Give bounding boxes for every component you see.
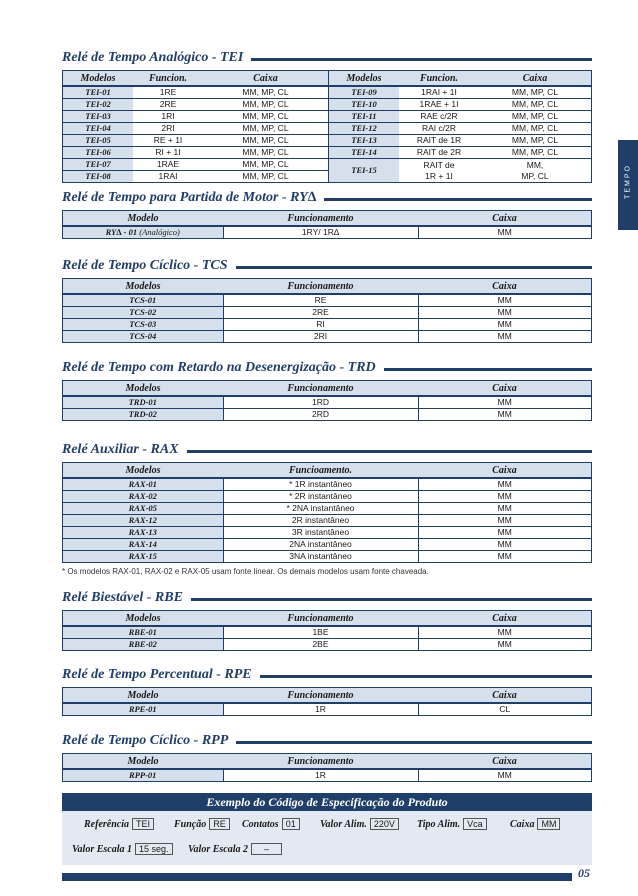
model-cell: RY∆ - 01 (Analógico) [63, 226, 224, 239]
col-header: Funcion. [399, 71, 479, 87]
model-cell: TEI-13 [329, 135, 400, 147]
func-cell: 2RE [133, 99, 203, 111]
func-cell: 1RI [133, 111, 203, 123]
ry-table [62, 210, 592, 239]
box-cell: MM [418, 769, 592, 782]
box-cell: MM, MP, CL [203, 111, 329, 123]
func-cell: 1R [223, 769, 418, 782]
model-cell: TEI-09 [329, 86, 400, 99]
model-cell: TEI-06 [63, 147, 134, 159]
model-cell: TEI-02 [63, 99, 134, 111]
tcs-table [62, 278, 592, 343]
func-cell: RI [223, 319, 418, 331]
table-row [63, 491, 592, 503]
func-cell: RE + 1I [133, 135, 203, 147]
col-header: Caixa [418, 279, 592, 295]
func-cell: 1RE [133, 86, 203, 99]
model-cell: TEI-04 [63, 123, 134, 135]
model-cell: RPE-01 [63, 703, 224, 716]
side-tab-label: TEMPO [624, 164, 632, 199]
rpp-table [62, 753, 592, 782]
table-row [63, 159, 592, 171]
rpe-table [62, 687, 592, 716]
model-cell: RAX-01 [63, 478, 224, 491]
spec-cont: Contatos 01 [242, 818, 300, 830]
section-title [62, 258, 592, 278]
table-row [63, 503, 592, 515]
rax-table [62, 462, 592, 563]
section-title-text: Relé Biestável - RBE [62, 590, 191, 606]
section-title [62, 667, 592, 687]
trd-table [62, 380, 592, 421]
func-cell: RAI c/2R [399, 123, 479, 135]
table-row [63, 123, 592, 135]
box-cell: MM [418, 491, 592, 503]
model-cell: RAX-12 [63, 515, 224, 527]
func-cell: 1RAE + 1I [399, 99, 479, 111]
footer-bar [62, 873, 572, 881]
section-tcs [62, 258, 592, 343]
section-rpe [62, 667, 592, 716]
col-header: Modelo [63, 754, 224, 770]
func-cell: * 2NA instantâneo [223, 503, 418, 515]
model-cell: RBE-02 [63, 639, 224, 651]
box-cell: MM [418, 515, 592, 527]
box-cell: MM, MP, CL [203, 135, 329, 147]
func-cell: RI + 1I [133, 147, 203, 159]
table-row [63, 478, 592, 491]
table-row [63, 86, 592, 99]
model-cell: RAX-02 [63, 491, 224, 503]
table-row [63, 147, 592, 159]
func-cell: 1RAE [133, 159, 203, 171]
table-row [63, 307, 592, 319]
col-header: Funcionamento [223, 688, 418, 704]
section-title [62, 733, 592, 753]
model-cell: TCS-03 [63, 319, 224, 331]
col-header: Modelo [63, 211, 224, 227]
section-title-text: Relé de Tempo Analógico - TEI [62, 50, 251, 66]
table-row [63, 626, 592, 639]
func-cell: 2BE [223, 639, 418, 651]
col-header: Caixa [418, 754, 592, 770]
box-cell: MM, MP, CL [203, 159, 329, 171]
func-cell: 1R [223, 703, 418, 716]
col-header: Caixa [418, 611, 592, 627]
rax-note: * Os modelos RAX-01, RAX-02 e RAX-05 usam fonte linear. Os demais modelos usam fonte chaveada. [62, 567, 429, 576]
func-cell: 2RE [223, 307, 418, 319]
col-header: Caixa [418, 463, 592, 479]
section-ry [62, 190, 592, 239]
func-cell: 3NA instantâneo [223, 551, 418, 563]
box-cell: MM [418, 539, 592, 551]
box-cell: MM, MP, CL [203, 99, 329, 111]
box-cell: MM, MP, CL [479, 99, 592, 111]
box-cell: MM [418, 319, 592, 331]
section-title-text: Relé de Tempo Percentual - RPE [62, 667, 260, 683]
table-row [63, 703, 592, 716]
func-cell: 1RAI [133, 171, 203, 183]
col-header: Modelos [63, 279, 224, 295]
col-header: Caixa [418, 381, 592, 397]
section-title [62, 360, 592, 380]
box-cell: MM, MP, CL [203, 147, 329, 159]
box-cell: MM [418, 551, 592, 563]
box-cell: MM [418, 331, 592, 343]
box-cell: MM [418, 396, 592, 409]
table-row [63, 226, 592, 239]
model-cell: RAX-05 [63, 503, 224, 515]
section-rpp [62, 733, 592, 782]
model-cell: TCS-02 [63, 307, 224, 319]
func-cell: RE [223, 294, 418, 307]
table-row [63, 331, 592, 343]
func-cell: 2RD [223, 409, 418, 421]
spec-alim: Valor Alim. 220V [320, 818, 399, 830]
spec-tipo: Tipo Alim. Vca [417, 818, 487, 830]
section-title-text: Relé de Tempo para Partida de Motor - RY∆ [62, 190, 324, 206]
model-cell: TEI-05 [63, 135, 134, 147]
section-trd [62, 360, 592, 421]
spec-func: Função RE [174, 818, 230, 830]
box-cell: MM [418, 478, 592, 491]
box-cell: MM, MP, CL [479, 159, 592, 183]
spec-title: Exemplo do Código de Especificação do Produto [62, 793, 592, 811]
col-header: Funcionamento [223, 611, 418, 627]
box-cell: MM [418, 409, 592, 421]
model-cell: TEI-11 [329, 111, 400, 123]
col-header: Caixa [479, 71, 592, 87]
spec-caixa: Caixa MM [510, 818, 560, 830]
col-header: Caixa [418, 211, 592, 227]
section-title-text: Relé de Tempo com Retardo na Desenergização - TRD [62, 360, 384, 376]
box-cell: MM [418, 639, 592, 651]
section-rbe [62, 590, 592, 651]
col-header: Funcioamento. [223, 463, 418, 479]
box-cell: MM, MP, CL [203, 171, 329, 183]
page-number: 05 [578, 866, 590, 880]
table-row [63, 111, 592, 123]
model-cell: TEI-12 [329, 123, 400, 135]
table-row [63, 396, 592, 409]
col-header: Funcionamento [223, 381, 418, 397]
model-cell: TEI-01 [63, 86, 134, 99]
col-header: Modelo [63, 688, 224, 704]
spec-esc2: Valor Escala 2 – [188, 843, 282, 855]
model-cell: RPP-01 [63, 769, 224, 782]
func-cell: RAIT de 1R [399, 135, 479, 147]
col-header: Caixa [203, 71, 329, 87]
table-row [63, 551, 592, 563]
func-cell: RAIT de 1R + 1I [399, 159, 479, 183]
table-row [63, 527, 592, 539]
col-header: Modelos [63, 381, 224, 397]
table-row [63, 769, 592, 782]
col-header: Funcionamento [223, 211, 418, 227]
box-cell: MM [418, 294, 592, 307]
func-cell: * 2R instantâneo [223, 491, 418, 503]
rbe-table [62, 610, 592, 651]
section-title-text: Relé de Tempo Cíclico - RPP [62, 733, 236, 749]
table-row [63, 99, 592, 111]
section-tei [62, 50, 592, 183]
col-header: Funcionamento [223, 754, 418, 770]
col-header: Modelos [63, 71, 134, 87]
table-row [63, 294, 592, 307]
model-cell: TEI-03 [63, 111, 134, 123]
section-title-text: Relé de Tempo Cíclico - TCS [62, 258, 236, 274]
box-cell: MM [418, 527, 592, 539]
model-cell: TEI-08 [63, 171, 134, 183]
func-cell: RAIT de 2R [399, 147, 479, 159]
func-cell: 2R instantâneo [223, 515, 418, 527]
section-title [62, 590, 592, 610]
table-row [63, 135, 592, 147]
box-cell: MM, MP, CL [479, 111, 592, 123]
model-cell: TEI-15 [329, 159, 400, 183]
func-cell: 2RI [133, 123, 203, 135]
func-cell: 2RI [223, 331, 418, 343]
model-cell: TCS-01 [63, 294, 224, 307]
model-cell: TRD-01 [63, 396, 224, 409]
box-cell: MM [418, 307, 592, 319]
box-cell: MM [418, 626, 592, 639]
model-cell: TEI-10 [329, 99, 400, 111]
col-header: Modelos [329, 71, 400, 87]
model-cell: TEI-14 [329, 147, 400, 159]
table-row [63, 639, 592, 651]
func-cell: RAE c/2R [399, 111, 479, 123]
model-cell: TCS-04 [63, 331, 224, 343]
func-cell: 1RAI + 1I [399, 86, 479, 99]
func-cell: 3R instantâneo [223, 527, 418, 539]
col-header: Modelos [63, 611, 224, 627]
box-cell: MM, MP, CL [479, 135, 592, 147]
func-cell: 1BE [223, 626, 418, 639]
section-title [62, 442, 592, 462]
model-cell: RAX-14 [63, 539, 224, 551]
func-cell: 1RD [223, 396, 418, 409]
func-cell: 1RY/ 1R∆ [223, 226, 418, 239]
box-cell: MM, MP, CL [203, 123, 329, 135]
side-tab [618, 140, 638, 230]
box-cell: MM, MP, CL [479, 147, 592, 159]
box-cell: CL [418, 703, 592, 716]
table-row [63, 515, 592, 527]
model-cell: TEI-07 [63, 159, 134, 171]
model-cell: RAX-15 [63, 551, 224, 563]
func-cell: * 1R instantâneo [223, 478, 418, 491]
col-header: Funcionamento [223, 279, 418, 295]
table-row [63, 539, 592, 551]
section-title-text: Relé Auxiliar - RAX [62, 442, 187, 458]
box-cell: MM, MP, CL [479, 123, 592, 135]
box-cell: MM, MP, CL [203, 86, 329, 99]
col-header: Funcion. [133, 71, 203, 87]
func-cell: 2NA instantâneo [223, 539, 418, 551]
spec-box [62, 793, 592, 865]
col-header: Caixa [418, 688, 592, 704]
model-cell: TRD-02 [63, 409, 224, 421]
section-title [62, 190, 592, 210]
table-row [63, 409, 592, 421]
section-rax [62, 442, 592, 563]
tei-table [62, 70, 592, 183]
table-row [63, 319, 592, 331]
box-cell: MM [418, 503, 592, 515]
box-cell: MM, MP, CL [479, 86, 592, 99]
col-header: Modelos [63, 463, 224, 479]
spec-ref: Referência TEI [84, 818, 154, 830]
model-cell: RBE-01 [63, 626, 224, 639]
section-title [62, 50, 592, 70]
model-cell: RAX-13 [63, 527, 224, 539]
box-cell: MM [418, 226, 592, 239]
spec-esc1: Valor Escala 1 15 seg. [72, 843, 173, 855]
